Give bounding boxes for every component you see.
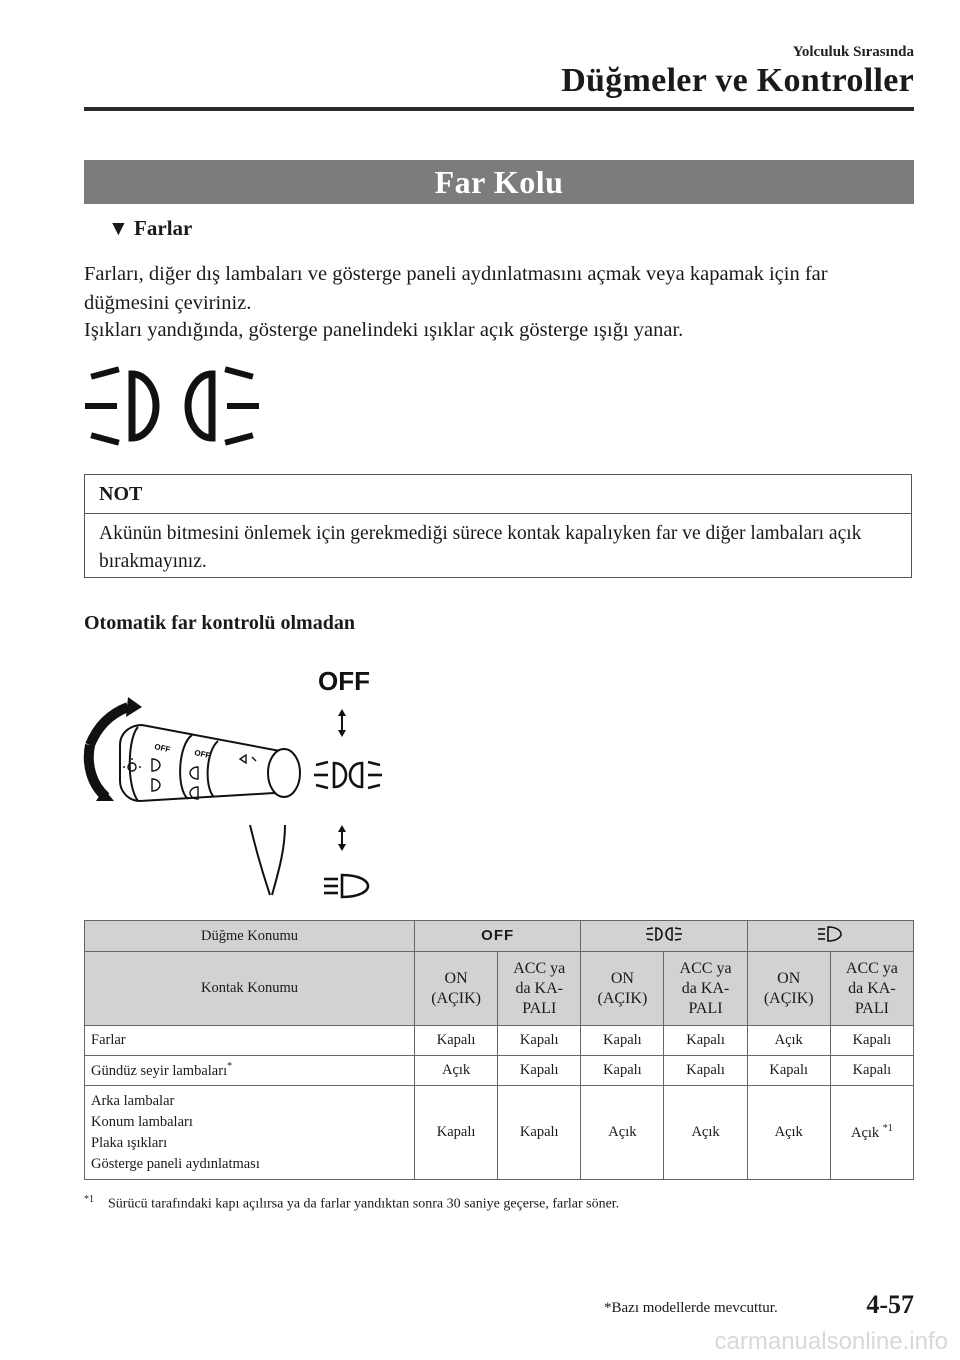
chapter-label: Yolculuk Sırasında [792, 44, 914, 60]
table-cell: Açık [747, 1026, 830, 1056]
lever-off-label-1: OFF [153, 742, 172, 755]
on-text: ON [610, 969, 634, 987]
row-label-headlights: Farlar [85, 1026, 415, 1056]
low-beam-column-header [747, 921, 913, 952]
acc-text-1: ACC ya [513, 959, 566, 977]
lever-off-label-2: OFF [193, 748, 212, 761]
label-rear-lamps: Arka lambalar [91, 1092, 175, 1109]
table-cell: Kapalı [581, 1056, 664, 1086]
switch-position-header: Düğme Konumu [85, 921, 415, 952]
table-cell: Kapalı [830, 1056, 913, 1086]
off-label: OFF [481, 927, 515, 944]
availability-note: *Bazı modellerde mevcuttur. [604, 1300, 778, 1316]
table-row [85, 1026, 914, 1056]
acc-text-2: da KA- [681, 979, 730, 997]
header-rule [84, 107, 914, 111]
table-cell: Kapalı [498, 1026, 581, 1056]
table-cell: Açık [747, 1086, 830, 1180]
page-title: Düğmeler ve Kontroller [561, 62, 914, 99]
table-cell: Kapalı [664, 1026, 747, 1056]
table-cell: Kapalı [830, 1026, 913, 1056]
footnote [84, 1194, 619, 1213]
on-text-tr: (AÇIK) [431, 989, 481, 1007]
section-banner: Far Kolu [84, 160, 914, 204]
low-beam-icon [817, 925, 843, 943]
row-label-drl [85, 1056, 415, 1086]
headlights-on-icon [84, 366, 260, 448]
ignition-on-cell [415, 952, 498, 1026]
acc-text-2: da KA- [848, 979, 896, 997]
acc-text-3: PALI [854, 999, 889, 1017]
table-cell: Açık [415, 1056, 498, 1086]
acc-text-1: ACC ya [845, 959, 898, 977]
subheading-text: Farlar [134, 216, 193, 240]
note-body: Akünün bitmesini önlemek için gerekmediği sürece kontak kapalıyken far ve diğer lambaları açık bırakmayınız. [99, 523, 862, 572]
note-heading: NOT [85, 475, 911, 514]
page-number: 4-57 [866, 1290, 914, 1319]
intro-paragraph: Farları, diğer dış lambaları ve gösterge paneli aydınlatmasını açmak veya kapamak için far düğmesini çeviriniz. [84, 263, 828, 314]
table-cell: Kapalı [747, 1056, 830, 1086]
ignition-acc-cell [498, 952, 581, 1026]
footnote-mark: *1 [882, 1123, 893, 1135]
parking-column-header [581, 921, 747, 952]
parking-light-icon [646, 925, 682, 943]
label-position-lamps: Konum lambaları [91, 1113, 193, 1130]
ignition-acc-cell [830, 952, 913, 1026]
cell-text: Açık [850, 1124, 880, 1141]
ignition-acc-cell [664, 952, 747, 1026]
headlight-lever-diagram [80, 655, 400, 905]
watermark: carmanualsonline.info [714, 1328, 948, 1355]
on-text: ON [444, 969, 468, 987]
ignition-on-cell [747, 952, 830, 1026]
off-position-label: OFF [318, 666, 370, 696]
table-cell: Kapalı [498, 1086, 581, 1180]
note-box [84, 474, 912, 578]
table-cell: Kapalı [415, 1086, 498, 1180]
table-cell: Açık [664, 1086, 747, 1180]
acc-text-1: ACC ya [679, 959, 732, 977]
acc-text-2: da KA- [515, 979, 563, 997]
table-cell: Kapalı [664, 1056, 747, 1086]
indicator-paragraph: Işıkları yandığında, gösterge panelindeki ışıklar açık gösterge ışığı yanar. [84, 319, 684, 341]
label-dash-illumination: Gösterge paneli aydınlatması [91, 1155, 260, 1172]
acc-text-3: PALI [688, 999, 723, 1017]
table-row [85, 1086, 914, 1180]
table-cell: Kapalı [581, 1026, 664, 1056]
table-cell: Kapalı [415, 1026, 498, 1056]
acc-text-3: PALI [522, 999, 557, 1017]
drl-label-text: Gündüz seyir lambaları [91, 1062, 228, 1079]
subheading: ▼ Farlar [108, 216, 193, 240]
table-row [85, 1056, 914, 1086]
on-text-tr: (AÇIK) [763, 989, 814, 1007]
off-column-header [415, 921, 581, 952]
switch-position-table [84, 920, 914, 1180]
table-cell [830, 1086, 913, 1180]
drl-footnote-mark: * [227, 1061, 233, 1073]
label-plate-lights: Plaka ışıkları [91, 1134, 168, 1151]
on-text-tr: (AÇIK) [597, 989, 648, 1007]
table-cell: Açık [581, 1086, 664, 1180]
row-label-lamps [85, 1086, 415, 1180]
footnote-text: Sürücü tarafındaki kapı açılırsa ya da farlar yandıktan sonra 30 saniye geçerse, farlar söner. [108, 1196, 620, 1212]
ignition-on-cell [581, 952, 664, 1026]
section-title: Otomatik far kontrolü olmadan [84, 612, 355, 634]
ignition-position-header: Kontak Konumu [85, 952, 415, 1026]
footnote-marker: *1 [84, 1194, 94, 1205]
parking-light-icon [314, 762, 382, 788]
table-cell: Kapalı [498, 1056, 581, 1086]
low-beam-icon [324, 875, 368, 897]
on-text: ON [777, 969, 801, 987]
